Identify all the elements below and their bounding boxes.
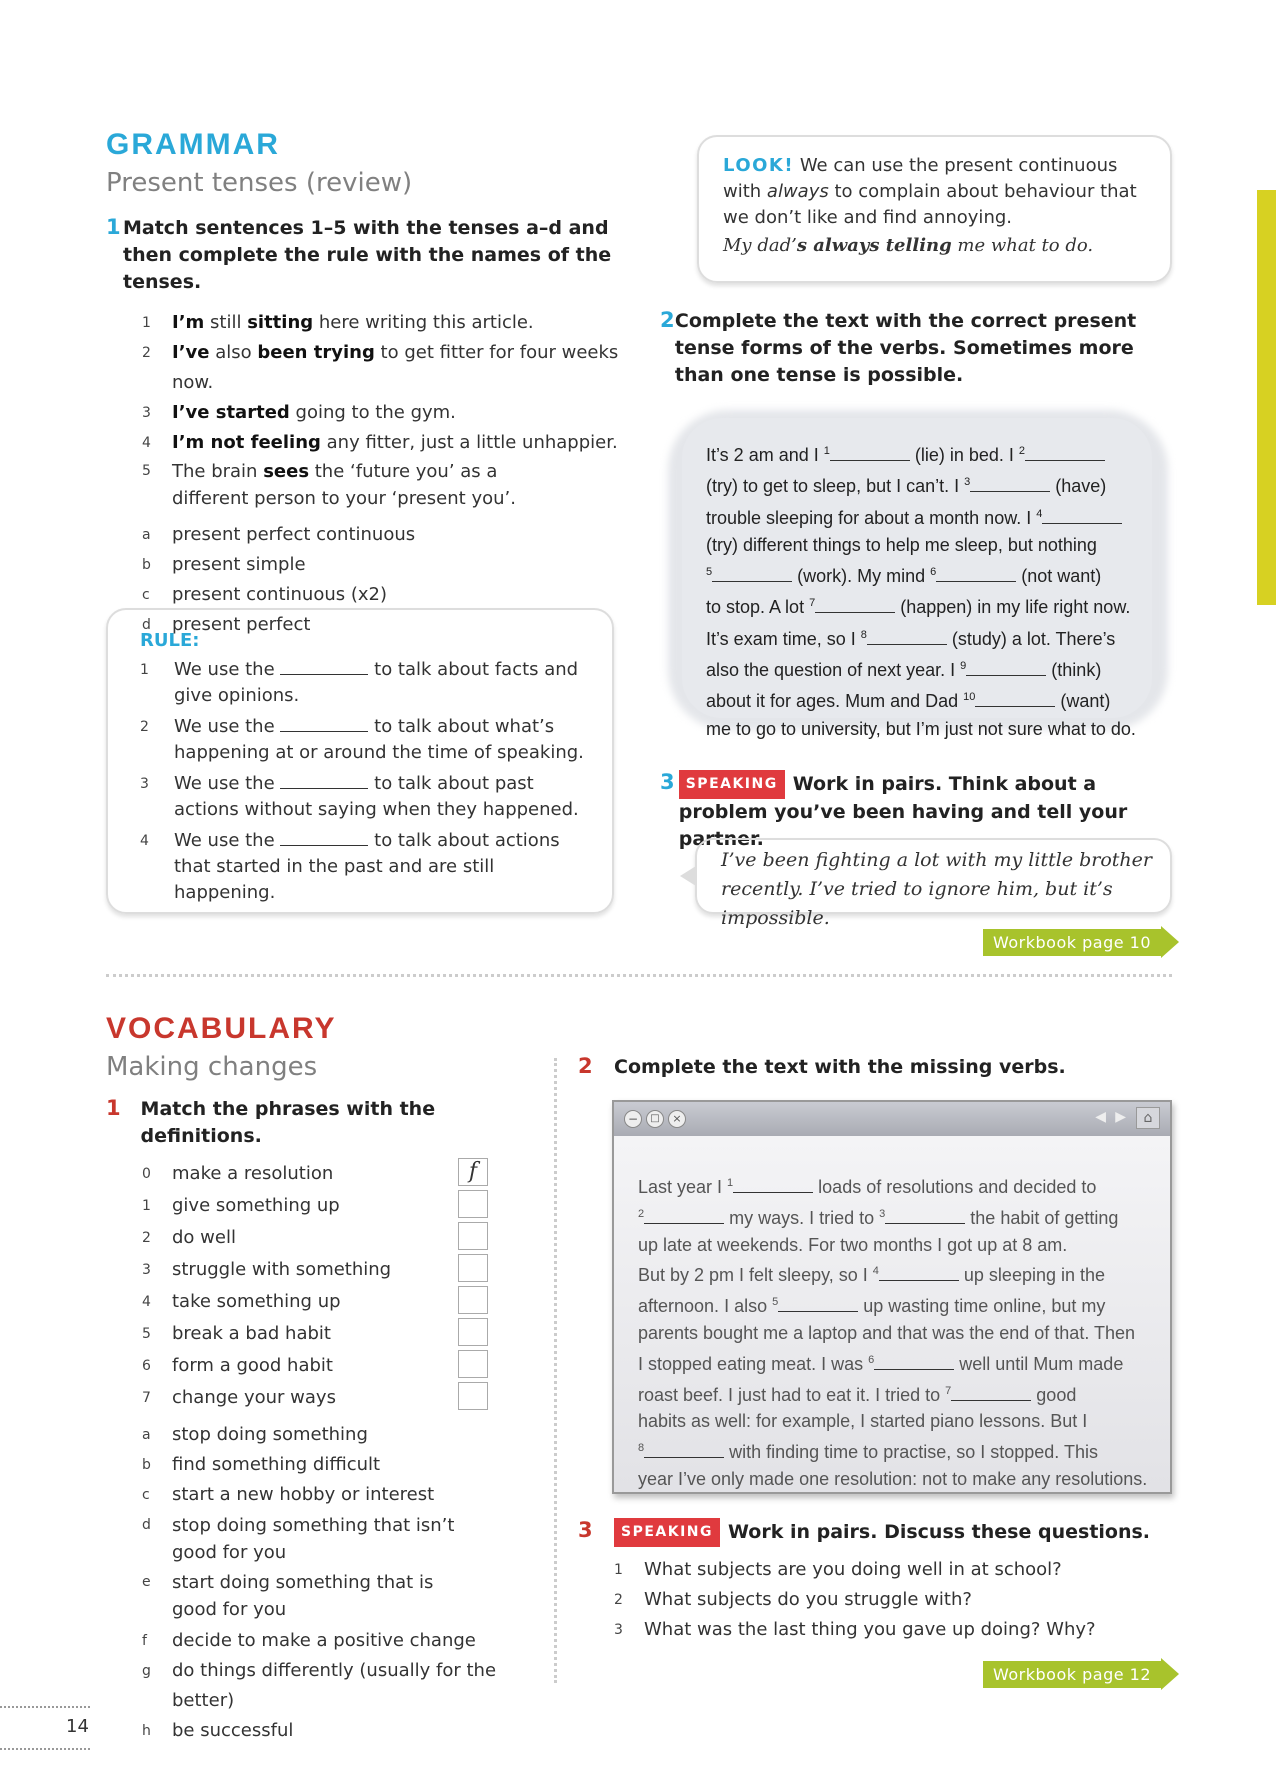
vocabulary-ex3 [578,1518,1158,1645]
answer-box[interactable] [458,1286,488,1314]
sentence-item: 4 I’m not feeling any fitter, just a little unhappier. [142,432,618,453]
workbook-link-12[interactable]: Workbook page 12 [983,1658,1179,1690]
answer-box[interactable] [458,1350,488,1378]
sentence-list [142,308,626,512]
exercise-instruction: Complete the text with the missing verbs. [614,1056,1066,1078]
answer-box[interactable] [458,1382,488,1410]
look-box: LOOK! We can use the present continuous with always to complain about behaviour that we don’t like and find annoying. My dad’s always telling me what to do. [697,135,1172,283]
browser-titlebar [614,1102,1170,1136]
phrase-list [142,1158,546,1414]
workbook-link-10[interactable]: Workbook page 10 [983,926,1179,958]
exercise-number: 3 [578,1518,593,1542]
exercise-number: 2 [578,1054,593,1078]
phrase-item: 4 take something up [142,1286,546,1318]
exercise-instruction: Complete the text with the correct present tense forms of the verbs. Sometimes more than one tense is possible. [674,310,1137,386]
sentence-item: 5 The brain sees the ‘future you’ as a different person to your ‘present you’. [142,461,516,509]
definition-list [142,1420,532,1746]
rule-label: RULE: [140,630,200,651]
answer-box[interactable] [458,1190,488,1218]
home-icon[interactable]: ⌂ [1136,1107,1160,1129]
page-number: 14 [66,1716,89,1737]
side-color-tab [1257,190,1276,605]
gap-fill-text: It’s 2 am and I $^1$ (lie) in bed. I $^2$ (try) to get to sleep, but I can’t. I $^3$ (have) trouble sleeping for about a month now. I $^4$ (try) different things to help me sleep, but nothing $^5$ (work). My mind $^6$ (not want) to stop. A lot $^7$ (happen) in my life right now. It’s exam time, so I $^8$ (study) a lot. There’s also the question of next year. I $^9$ (think) about it for ages. Mum and Dad $^{10}$ (want) me to go to university, but I’m just not sure what to do. [706,445,1136,739]
exercise-instruction: Work in pairs. Discuss these questions. [728,1521,1151,1543]
definition-item: d stop doing something that isn’t good for you [142,1515,455,1563]
exercise-number: 1 [106,215,121,239]
grammar-ex2 [660,308,1180,389]
speech-bubble: I’ve been fighting a lot with my little brother recently. I’ve tried to ignore him, but it’s impossible. [695,838,1172,914]
speaking-badge: SPEAKING [614,1518,720,1547]
phrase-item: 1 give something up [142,1190,546,1222]
vocabulary-heading: VOCABULARY [106,1012,337,1045]
definition-item: g do things differently (usually for the better) [142,1660,497,1711]
sentence-item: 2 I’ve also been trying to get fitter for four weeks now. [142,342,619,393]
vocabulary-subheading: Making changes [106,1052,318,1082]
phrase-item: 7 change your ways [142,1382,546,1414]
page-number-rule-bottom [0,1748,90,1750]
speaking-badge: SPEAKING [679,770,785,799]
rule-item: 3 We use the to talk about past actions without saying when they happened. [140,773,579,820]
close-icon[interactable]: × [668,1110,686,1128]
definition-item: h be successful [142,1720,294,1741]
question-item: 1 What subjects are you doing well in at school? [614,1559,1062,1580]
definition-item: e start doing something that is good for you [142,1572,434,1620]
exercise-number: 2 [660,308,675,332]
forward-arrow-icon[interactable]: ▶ [1115,1109,1126,1125]
answer-box[interactable]: f [458,1158,488,1186]
definition-item: f decide to make a positive change [142,1630,476,1651]
rule-box [106,608,614,914]
arrow-icon [1161,1658,1179,1690]
minimize-icon[interactable]: − [624,1110,642,1128]
phrase-item: 3 struggle with something [142,1254,546,1286]
arrow-icon [1161,926,1179,958]
answer-box[interactable] [458,1254,488,1282]
vocabulary-ex1 [106,1096,546,1746]
gap-fill-text-2: Last year I $^1$ loads of resolutions and decided to $^2$ my ways. I tried to $^3$ the habit of getting up late at weekends. For two months I got up at 8 am. But by 2 pm I felt sleepy, so I $^4$ up sleeping in the afternoon. I also $^5$ up wasting time online, but my parents bought me a laptop and that was the end of that. Then I stopped eating meat. I was $^6$ well until Mum made roast beef. I just had to eat it. I tried to $^7$ good habits as well: for example, I started piano lessons. But I $^8$ with finding time to practise, so I stopped. This year I’ve only made one resolution: not to make any resolutions. [638,1177,1148,1489]
tense-item: d present perfect [142,614,311,635]
exercise-instruction: Match sentences 1–5 with the tenses a–d and then complete the rule with the names of the tenses. [123,217,612,293]
grammar-subheading: Present tenses (review) [106,168,413,198]
definition-item: c start a new hobby or interest [142,1484,435,1505]
grammar-ex1 [106,215,626,640]
look-example: My dad’s always telling me what to do. [723,235,1094,256]
phrase-item: 5 break a bad habit [142,1318,546,1350]
tense-item: a present perfect continuous [142,524,416,545]
look-label: LOOK! [723,155,795,176]
speech-bubble-tail [680,866,696,886]
rule-item: 2 We use the to talk about what’s happening at or around the time of speaking. [140,716,584,763]
exercise-number: 3 [660,770,675,794]
tense-item: c present continuous (x2) [142,584,388,605]
column-divider [554,1058,557,1683]
question-item: 2 What subjects do you struggle with? [614,1589,972,1610]
grammar-heading: GRAMMAR [106,128,280,161]
definition-item: b find something difficult [142,1454,381,1475]
maximize-icon[interactable]: □ [646,1110,664,1128]
exercise-number: 1 [106,1096,121,1120]
back-arrow-icon[interactable]: ◀ [1095,1109,1106,1125]
phrase-item: 2 do well [142,1222,546,1254]
section-divider [106,974,1172,977]
sentence-item: 1 I’m still sitting here writing this article. [142,312,534,333]
tense-item: b present simple [142,554,306,575]
definition-item: a stop doing something [142,1424,368,1445]
phrase-item: 0 make a resolution f [142,1158,546,1190]
question-list [614,1555,1158,1645]
rule-item: 1 We use the to talk about facts and give opinions. [140,659,579,706]
answer-box[interactable] [458,1222,488,1250]
answer-box[interactable] [458,1318,488,1346]
exercise-instruction: Match the phrases with the definitions. [140,1098,436,1147]
sentence-item: 3 I’ve started going to the gym. [142,402,456,423]
rule-item: 4 We use the to talk about actions that started in the past and are still happening. [140,830,560,903]
phrase-item: 6 form a good habit [142,1350,546,1382]
question-item: 3 What was the last thing you gave up doing? Why? [614,1619,1096,1640]
exercise-instruction: Work in pairs. Think about a problem you’ve been having and tell your partner. [678,773,1128,850]
browser-window [612,1100,1172,1494]
page-number-rule [0,1706,90,1708]
vocabulary-ex2 [578,1054,1138,1081]
